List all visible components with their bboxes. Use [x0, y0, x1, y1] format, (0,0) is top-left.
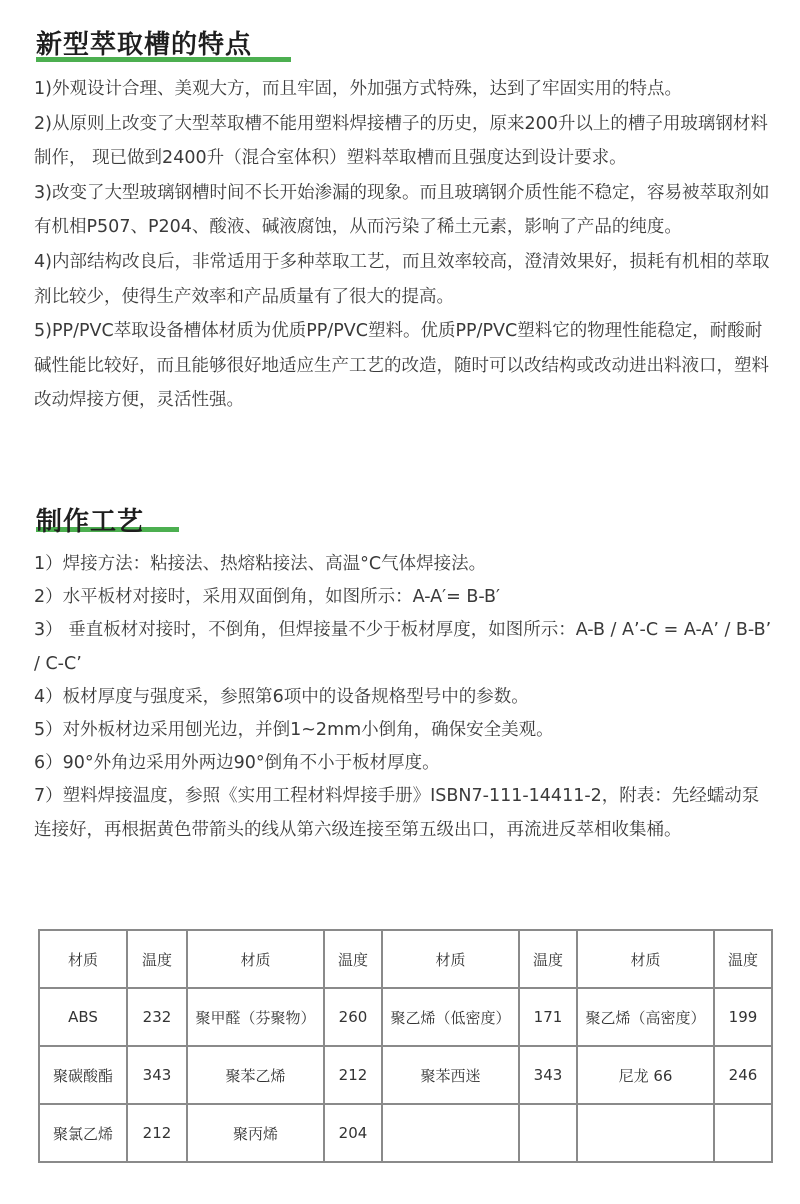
table-header-cell: 材质 [39, 930, 127, 988]
table-cell: 聚苯乙烯 [187, 1046, 324, 1104]
table-cell: 尼龙 66 [577, 1046, 714, 1104]
table-cell: 聚氯乙烯 [39, 1104, 127, 1162]
table-header-cell: 温度 [324, 930, 382, 988]
section2-title: 制作工艺 [36, 507, 145, 537]
table-header-cell: 温度 [714, 930, 772, 988]
section2-paragraph: 3） 垂直板材对接时，不倒角，但焊接量不少于板材厚度，如图所示：A-B / A’-C = A-A’ / B-B’ / C-C’ [34, 620, 772, 674]
table-cell: 聚碳酸酯 [39, 1046, 127, 1104]
table-header-cell: 材质 [382, 930, 519, 988]
table-row [39, 988, 772, 1046]
table-cell: 260 [324, 988, 382, 1046]
section2-paragraph: 5）对外板材边采用刨光边，并倒1~2mm小倒角，确保安全美观。 [34, 720, 554, 741]
table-header-cell: 温度 [127, 930, 187, 988]
table-header-row [39, 930, 772, 988]
section1-paragraph: 5)PP/PVC萃取设备槽体材质为优质PP/PVC塑料。优质PP/PVC塑料它的物理性能稳定，耐酸耐碱性能比较好，而且能够很好地适应生产工艺的改造，随时可以改结构或改动进出料液口，塑料改动焊接方便，灵活性强。 [34, 321, 769, 411]
table-cell: 212 [127, 1104, 187, 1162]
section2-paragraph: 7）塑料焊接温度，参照《实用工程材料焊接手册》ISBN7-111-14411-2，附表：先经蠕动泵连接好，再根据黄色带箭头的线从第六级连接至第五级出口，再流进反萃相收集桶。 [34, 786, 760, 840]
table-header-cell: 温度 [519, 930, 577, 988]
table-cell: 343 [127, 1046, 187, 1104]
table-cell: 212 [324, 1046, 382, 1104]
section1-title: 新型萃取槽的特点 [36, 30, 253, 60]
table-cell: 232 [127, 988, 187, 1046]
table-cell [714, 1104, 772, 1162]
table-cell: 聚甲醛（芬聚物） [187, 988, 324, 1046]
table-cell: 343 [519, 1046, 577, 1104]
section2-paragraph: 2）水平板材对接时，采用双面倒角，如图所示：A-A′= B-B′ [34, 587, 500, 608]
table-cell: 聚乙烯（高密度） [577, 988, 714, 1046]
section2-paragraph: 1）焊接方法：粘接法、热熔粘接法、高温°C气体焊接法。 [34, 554, 487, 574]
table-row [39, 1104, 772, 1162]
table-cell: 聚乙烯（低密度） [382, 988, 519, 1046]
table-cell: 聚苯西迷 [382, 1046, 519, 1104]
section2-body [34, 548, 774, 847]
table-cell: 199 [714, 988, 772, 1046]
table-header-cell: 材质 [577, 930, 714, 988]
table-cell [382, 1104, 519, 1162]
section2-paragraph: 6）90°外角边采用外两边90°倒角不小于板材厚度。 [34, 753, 440, 774]
section1-paragraph: 2)从原则上改变了大型萃取槽不能用塑料焊接槽子的历史，原来200升以上的槽子用玻璃钢材料制作， 现已做到2400升（混合室体积）塑料萃取槽而且强度达到设计要求。 [34, 113, 768, 169]
section1-paragraph: 3)改变了大型玻璃钢槽时间不长开始渗漏的现象。而且玻璃钢介质性能不稳定，容易被萃取剂如有机相P507、P204、酸液、碱液腐蚀，从而污染了稀土元素，影响了产品的纯度。 [34, 182, 770, 238]
table-header-cell: 材质 [187, 930, 324, 988]
table-cell [519, 1104, 577, 1162]
table-cell: 171 [519, 988, 577, 1046]
table-cell: ABS [39, 988, 127, 1046]
section1-paragraph: 4)内部结构改良后，非常适用于多种萃取工艺，而且效率较高，澄清效果好，损耗有机相的萃取剂比较少，使得生产效率和产品质量有了很大的提高。 [34, 251, 770, 307]
table-cell: 聚丙烯 [187, 1104, 324, 1162]
section2-paragraph: 4）板材厚度与强度采，参照第6项中的设备规格型号中的参数。 [34, 686, 529, 707]
section1-body [34, 72, 774, 418]
welding-temperature-table [38, 929, 773, 1163]
table-row [39, 1046, 772, 1104]
section1-paragraph: 1)外观设计合理、美观大方，而且牢固，外加强方式特殊，达到了牢固实用的特点。 [34, 79, 682, 99]
table-cell: 246 [714, 1046, 772, 1104]
table-cell [577, 1104, 714, 1162]
table-cell: 204 [324, 1104, 382, 1162]
